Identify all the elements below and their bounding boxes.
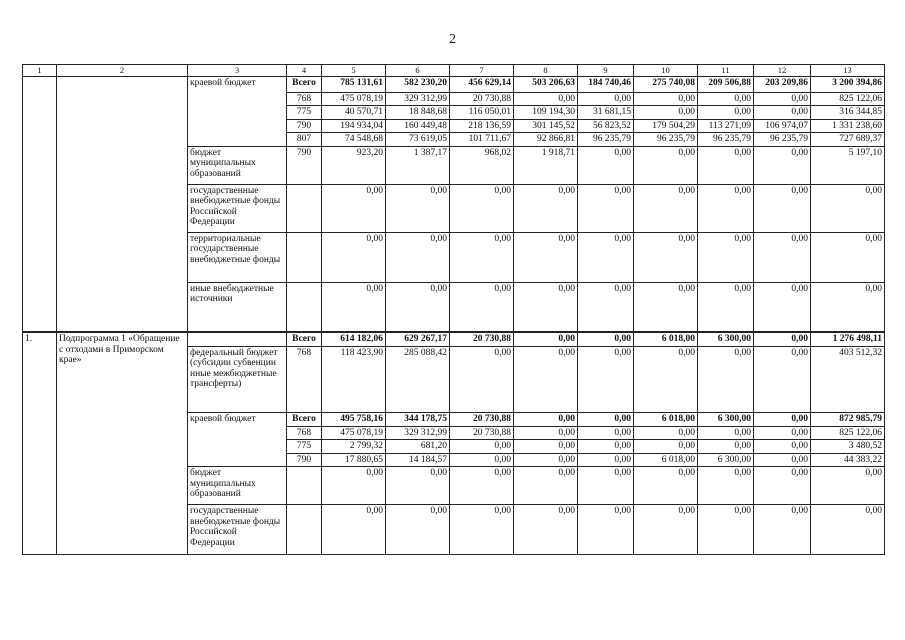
amount-cell: 56 823,52	[578, 119, 634, 133]
amount-cell: 0,00	[754, 332, 811, 346]
amount-cell: 1 276 498,11	[811, 332, 885, 346]
row-number-cell: 1.	[23, 332, 57, 555]
amount-cell: 2 799,32	[322, 440, 386, 454]
amount-cell: 825 122,06	[811, 426, 885, 440]
amount-cell: 3 200 394,86	[811, 76, 885, 92]
amount-cell: 0,00	[450, 453, 514, 467]
amount-cell: 0,00	[322, 467, 386, 505]
source-label-cell: краевой бюджет	[188, 76, 287, 146]
amount-cell: 0,00	[578, 346, 634, 412]
budget-table	[22, 64, 885, 555]
amount-cell: 0,00	[634, 282, 698, 332]
gr-code-cell	[287, 467, 322, 505]
source-label-cell: иные внебюджетные источники	[188, 282, 287, 332]
amount-cell: 118 423,90	[322, 346, 386, 412]
amount-cell: 20 730,88	[450, 92, 514, 106]
amount-cell: 0,00	[634, 146, 698, 184]
amount-cell: 0,00	[450, 467, 514, 505]
gr-code-cell: Всего	[287, 76, 322, 92]
amount-cell: 1 387,17	[386, 146, 450, 184]
amount-cell: 0,00	[578, 453, 634, 467]
amount-cell: 101 711,67	[450, 133, 514, 147]
amount-cell: 20 730,88	[450, 412, 514, 426]
column-number-cell: 6	[386, 65, 450, 77]
amount-cell: 0,00	[754, 453, 811, 467]
gr-code-cell: Всего	[287, 412, 322, 426]
amount-cell: 329 312,99	[386, 426, 450, 440]
amount-cell: 0,00	[578, 282, 634, 332]
amount-cell: 0,00	[386, 282, 450, 332]
amount-cell: 18 848,68	[386, 106, 450, 120]
source-label-cell	[188, 332, 287, 346]
amount-cell: 14 184,57	[386, 453, 450, 467]
amount-cell: 0,00	[514, 92, 578, 106]
amount-cell: 5 197,10	[811, 146, 885, 184]
amount-cell: 0,00	[450, 184, 514, 232]
amount-cell: 0,00	[754, 232, 811, 282]
amount-cell: 184 740,46	[578, 76, 634, 92]
amount-cell: 6 018,00	[634, 453, 698, 467]
amount-cell: 40 570,71	[322, 106, 386, 120]
page-number: 2	[449, 32, 456, 47]
source-label-cell: краевой бюджет	[188, 412, 287, 467]
amount-cell: 73 619,05	[386, 133, 450, 147]
amount-cell: 0,00	[698, 184, 754, 232]
amount-cell: 0,00	[450, 346, 514, 412]
amount-cell: 0,00	[514, 426, 578, 440]
amount-cell: 0,00	[754, 146, 811, 184]
column-number-cell: 12	[754, 65, 811, 77]
amount-cell: 6 300,00	[698, 412, 754, 426]
amount-cell: 0,00	[386, 467, 450, 505]
amount-cell: 0,00	[578, 332, 634, 346]
gr-code-cell	[287, 505, 322, 555]
amount-cell: 0,00	[514, 467, 578, 505]
column-number-cell: 1	[23, 65, 57, 77]
amount-cell: 31 681,15	[578, 106, 634, 120]
amount-cell: 301 145,52	[514, 119, 578, 133]
gr-code-cell	[287, 282, 322, 332]
amount-cell: 0,00	[754, 282, 811, 332]
amount-cell: 74 548,68	[322, 133, 386, 147]
row-number-cell	[23, 76, 57, 332]
amount-cell: 0,00	[578, 232, 634, 282]
amount-cell: 0,00	[634, 232, 698, 282]
amount-cell: 0,00	[754, 184, 811, 232]
amount-cell: 6 018,00	[634, 332, 698, 346]
amount-cell: 0,00	[634, 92, 698, 106]
amount-cell: 0,00	[450, 232, 514, 282]
table-row	[23, 332, 885, 346]
amount-cell: 0,00	[698, 146, 754, 184]
amount-cell: 0,00	[634, 467, 698, 505]
column-number-cell: 4	[287, 65, 322, 77]
amount-cell: 0,00	[754, 505, 811, 555]
amount-cell: 96 235,79	[698, 133, 754, 147]
amount-cell: 0,00	[514, 346, 578, 412]
amount-cell: 0,00	[634, 426, 698, 440]
gr-code-cell: 790	[287, 146, 322, 184]
amount-cell: 0,00	[514, 232, 578, 282]
column-number-cell: 9	[578, 65, 634, 77]
source-label-cell: государственные внебюджетные фонды Российской Федерации	[188, 505, 287, 555]
table-row	[23, 76, 885, 92]
amount-cell: 6 300,00	[698, 453, 754, 467]
amount-cell: 0,00	[811, 467, 885, 505]
source-label-cell: бюджет муниципальных образований	[188, 146, 287, 184]
amount-cell: 681,20	[386, 440, 450, 454]
amount-cell: 3 480,52	[811, 440, 885, 454]
amount-cell: 344 178,75	[386, 412, 450, 426]
source-label-cell: государственные внебюджетные фонды Российской Федерации	[188, 184, 287, 232]
amount-cell: 0,00	[634, 184, 698, 232]
amount-cell: 1 918,71	[514, 146, 578, 184]
amount-cell: 0,00	[578, 440, 634, 454]
amount-cell: 0,00	[698, 282, 754, 332]
amount-cell: 0,00	[514, 440, 578, 454]
amount-cell: 0,00	[514, 453, 578, 467]
amount-cell: 218 136,59	[450, 119, 514, 133]
amount-cell: 109 194,30	[514, 106, 578, 120]
gr-code-cell	[287, 232, 322, 282]
amount-cell: 0,00	[578, 412, 634, 426]
amount-cell: 582 230,20	[386, 76, 450, 92]
column-number-cell: 8	[514, 65, 578, 77]
table-header-row	[23, 65, 885, 77]
amount-cell: 872 985,79	[811, 412, 885, 426]
amount-cell: 116 050,01	[450, 106, 514, 120]
amount-cell: 0,00	[322, 232, 386, 282]
amount-cell: 0,00	[754, 467, 811, 505]
amount-cell: 785 131,61	[322, 76, 386, 92]
amount-cell: 0,00	[322, 184, 386, 232]
amount-cell: 17 880,65	[322, 453, 386, 467]
amount-cell: 923,20	[322, 146, 386, 184]
amount-cell: 92 866,81	[514, 133, 578, 147]
amount-cell: 0,00	[698, 106, 754, 120]
amount-cell: 475 078,19	[322, 92, 386, 106]
amount-cell: 0,00	[698, 92, 754, 106]
amount-cell: 614 182,06	[322, 332, 386, 346]
amount-cell: 0,00	[698, 426, 754, 440]
amount-cell: 1 331 238,60	[811, 119, 885, 133]
amount-cell: 0,00	[578, 92, 634, 106]
amount-cell: 403 512,32	[811, 346, 885, 412]
amount-cell: 0,00	[322, 282, 386, 332]
amount-cell: 0,00	[578, 426, 634, 440]
gr-code-cell: 768	[287, 92, 322, 106]
amount-cell: 0,00	[634, 106, 698, 120]
amount-cell: 0,00	[754, 426, 811, 440]
amount-cell: 0,00	[634, 346, 698, 412]
column-number-cell: 5	[322, 65, 386, 77]
amount-cell: 96 235,79	[754, 133, 811, 147]
amount-cell: 0,00	[386, 505, 450, 555]
source-label-cell: федеральный бюджет (субсидии субвенции иные межбюджетные трансферты)	[188, 346, 287, 412]
amount-cell: 0,00	[754, 346, 811, 412]
amount-cell: 0,00	[811, 282, 885, 332]
amount-cell: 179 504,29	[634, 119, 698, 133]
amount-cell: 20 730,88	[450, 426, 514, 440]
program-name-cell: Подпрограмма 1 «Обращение с отходами в Приморском крае»	[57, 332, 188, 555]
amount-cell: 727 689,37	[811, 133, 885, 147]
amount-cell: 0,00	[578, 146, 634, 184]
column-number-cell: 2	[57, 65, 188, 77]
amount-cell: 825 122,06	[811, 92, 885, 106]
amount-cell: 6 018,00	[634, 412, 698, 426]
amount-cell: 106 974,07	[754, 119, 811, 133]
amount-cell: 96 235,79	[578, 133, 634, 147]
amount-cell: 0,00	[514, 282, 578, 332]
amount-cell: 275 740,08	[634, 76, 698, 92]
amount-cell: 0,00	[578, 467, 634, 505]
gr-code-cell: Всего	[287, 332, 322, 346]
amount-cell: 0,00	[514, 332, 578, 346]
amount-cell: 160 449,48	[386, 119, 450, 133]
amount-cell: 209 506,88	[698, 76, 754, 92]
amount-cell: 0,00	[578, 505, 634, 555]
amount-cell: 0,00	[386, 184, 450, 232]
amount-cell: 0,00	[698, 467, 754, 505]
amount-cell: 285 088,42	[386, 346, 450, 412]
amount-cell: 0,00	[811, 232, 885, 282]
gr-code-cell: 775	[287, 106, 322, 120]
column-number-cell: 10	[634, 65, 698, 77]
amount-cell: 0,00	[698, 440, 754, 454]
amount-cell: 0,00	[514, 505, 578, 555]
amount-cell: 44 383,22	[811, 453, 885, 467]
amount-cell: 0,00	[634, 440, 698, 454]
gr-code-cell: 775	[287, 440, 322, 454]
source-label-cell: бюджет муниципальных образований	[188, 467, 287, 505]
amount-cell: 0,00	[754, 412, 811, 426]
gr-code-cell: 790	[287, 119, 322, 133]
amount-cell: 113 271,09	[698, 119, 754, 133]
gr-code-cell: 768	[287, 426, 322, 440]
amount-cell: 0,00	[698, 232, 754, 282]
amount-cell: 456 629,14	[450, 76, 514, 92]
program-name-cell	[57, 76, 188, 332]
gr-code-cell	[287, 184, 322, 232]
amount-cell: 495 758,16	[322, 412, 386, 426]
gr-code-cell: 768	[287, 346, 322, 412]
amount-cell: 0,00	[634, 505, 698, 555]
amount-cell: 0,00	[514, 184, 578, 232]
amount-cell: 6 300,00	[698, 332, 754, 346]
column-number-cell: 3	[188, 65, 287, 77]
amount-cell: 503 206,63	[514, 76, 578, 92]
amount-cell: 329 312,99	[386, 92, 450, 106]
amount-cell: 0,00	[578, 184, 634, 232]
column-number-cell: 13	[811, 65, 885, 77]
amount-cell: 0,00	[811, 505, 885, 555]
amount-cell: 0,00	[322, 505, 386, 555]
amount-cell: 0,00	[698, 505, 754, 555]
amount-cell: 96 235,79	[634, 133, 698, 147]
gr-code-cell: 790	[287, 453, 322, 467]
amount-cell: 194 934,04	[322, 119, 386, 133]
amount-cell: 0,00	[754, 92, 811, 106]
column-number-cell: 11	[698, 65, 754, 77]
amount-cell: 0,00	[754, 106, 811, 120]
amount-cell: 0,00	[811, 184, 885, 232]
amount-cell: 0,00	[450, 505, 514, 555]
amount-cell: 475 078,19	[322, 426, 386, 440]
amount-cell: 0,00	[450, 282, 514, 332]
column-number-cell: 7	[450, 65, 514, 77]
amount-cell: 0,00	[754, 440, 811, 454]
source-label-cell: территориальные государственные внебюджетные фонды	[188, 232, 287, 282]
amount-cell: 968,02	[450, 146, 514, 184]
amount-cell: 0,00	[450, 440, 514, 454]
table-body	[23, 65, 885, 555]
amount-cell: 0,00	[386, 232, 450, 282]
amount-cell: 316 344,85	[811, 106, 885, 120]
gr-code-cell: 807	[287, 133, 322, 147]
amount-cell: 629 267,17	[386, 332, 450, 346]
amount-cell: 20 730,88	[450, 332, 514, 346]
amount-cell: 0,00	[514, 412, 578, 426]
amount-cell: 0,00	[698, 346, 754, 412]
amount-cell: 203 209,86	[754, 76, 811, 92]
